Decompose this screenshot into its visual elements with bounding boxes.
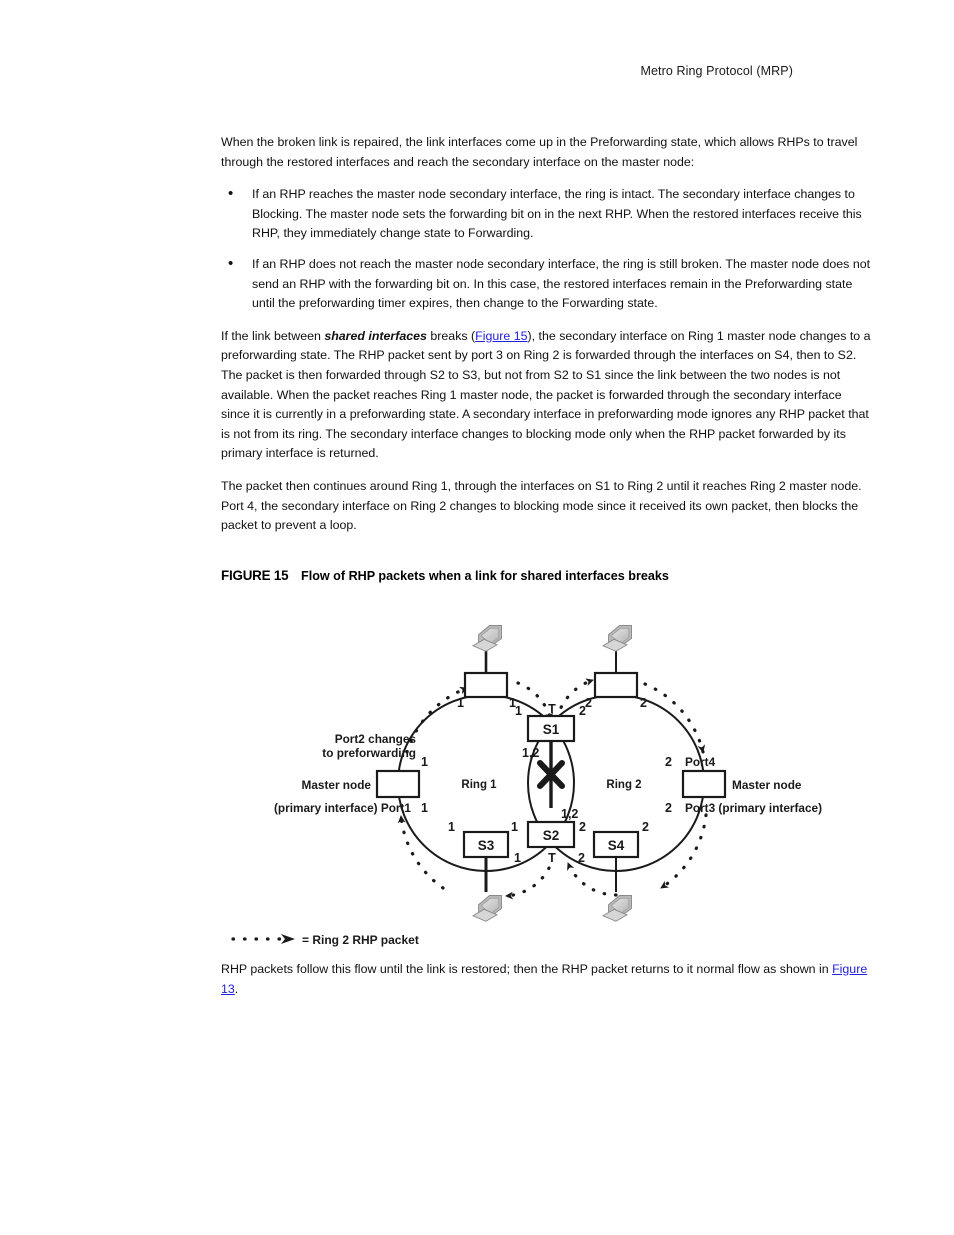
running-header-title: Metro Ring Protocol (MRP) (640, 64, 793, 78)
ring1-label: Ring 1 (461, 779, 497, 791)
annotation-primary-interface-port1: (primary interface) Port1 (273, 801, 411, 815)
crossover-flow-to-s1 (518, 683, 551, 720)
node-s2-label: S2 (542, 828, 560, 843)
port-label: 2 (579, 820, 586, 834)
workstation-icon (603, 896, 632, 922)
workstation-icon (473, 896, 502, 922)
port-label: 1 (421, 755, 428, 769)
closing-rest: . (234, 981, 239, 996)
bullet-dot-icon: • (228, 254, 234, 272)
port-label: 2 (640, 696, 647, 710)
node-s1-label: S1 (542, 722, 560, 737)
s1-tap-marker: T (548, 702, 556, 716)
figure-caption (221, 568, 901, 583)
port-label: 1,2 (561, 807, 579, 821)
shared-interfaces-paragraph (221, 327, 871, 464)
bullet-list (221, 185, 871, 314)
crossover-flow-s2-to-s3 (506, 868, 549, 896)
s2-tap-marker: T (548, 851, 556, 865)
port-label: 1 (515, 704, 522, 718)
ring2-master-node (683, 771, 725, 797)
ring2-flow-arc-lower (661, 815, 706, 888)
figure-number: FIGURE 15 (221, 568, 289, 583)
port-label: 1,2 (522, 746, 540, 760)
document-body (221, 133, 871, 549)
figure-15-xref-link[interactable]: Figure 15 (475, 328, 528, 343)
workstation-icon (603, 626, 632, 652)
annotation-master-node-left: Master node (301, 778, 371, 792)
closing-lead: RHP packets follow this flow until the link is restored; then the RHP packet returns to it normal flow as shown in (221, 962, 833, 976)
port-label: 1 (448, 820, 455, 834)
ring1-master-node (377, 771, 419, 797)
port-label: 1 (509, 696, 516, 710)
port-label: 1 (457, 696, 464, 710)
ring2-top-node (595, 673, 637, 697)
figure-13-xref-link[interactable]: Figure 13 (221, 962, 868, 996)
closing-paragraph (221, 960, 876, 999)
figure-title: Flow of RHP packets when a link for shared interfaces breaks (301, 569, 669, 583)
closing-block (221, 960, 876, 1012)
node-s4-label: S4 (607, 838, 625, 853)
paragraph-after-emphasis: breaks ( (426, 328, 476, 343)
port-label: 1 (511, 820, 518, 834)
shared-interfaces-emphasis: shared interfaces (324, 328, 427, 343)
paragraph-rest: ), the secondary interface on Ring 1 master node changes to a preforwarding state. The RHP packet sent by port 3 on Ring 2 is forwarded through the interfaces on S4, then to S2. The packet is then forwarded through S2 to S3, but not from S2 to S1 since the link between the two nodes is not available. When the packet reaches Ring 1 master node, the packet is forwarded through the secondary interface since it is currently in a preforwarding state. A secondary interface in preforwarding mode ignores any RHP packet that is not from its ring. The secondary interface changes to blocking mode only when the RHP packet forwarded by its primary interface is returned. (221, 328, 871, 461)
port-label: 2 (579, 704, 586, 718)
ring1-flow-arc-lower (401, 816, 443, 888)
port-label: 1 (514, 851, 521, 865)
legend-label: = Ring 2 RHP packet (302, 933, 419, 947)
paragraph-lead: If the link between (221, 328, 325, 343)
port-label: 2 (585, 696, 592, 710)
figure-legend (233, 933, 419, 947)
ring1-top-node (465, 673, 507, 697)
list-item (221, 185, 871, 244)
ring2-label: Ring 2 (606, 779, 642, 791)
annotation-to-preforwarding: to preforwarding (322, 746, 416, 760)
list-item-text: If an RHP does not reach the master node secondary interface, the ring is still broken. The master node does not send an RHP with the forwarding bit on. In this case, the restored interfaces remain in the Preforwarding state until the preforwarding timer expires, then change to the Forwarding state. (252, 256, 871, 311)
port-label: 2 (665, 801, 672, 815)
continues-paragraph: The packet then continues around Ring 1, through the interfaces on S1 to Ring 2 until it reaches Ring 2 master node. Port 4, the secondary interface on Ring 2 changes to blocking mode since it received its own packet, then blocks the packet to prevent a loop. (221, 478, 862, 533)
node-s3-label: S3 (477, 838, 495, 853)
annotation-master-node-right: Master node (732, 778, 802, 792)
port-label: 2 (578, 851, 585, 865)
port-label: 2 (665, 755, 672, 769)
figure-15-diagram (221, 600, 921, 970)
port-label: 1 (421, 801, 428, 815)
intro-paragraph: When the broken link is repaired, the link interfaces come up in the Preforwarding state, which allows RHPs to travel through the restored interfaces and reach the secondary interface on the master node: (221, 135, 858, 169)
annotation-port3-primary: Port3 (primary interface) (685, 801, 823, 815)
legend-arrow-icon (281, 934, 295, 944)
list-item (221, 255, 871, 314)
workstation-icon (473, 626, 502, 652)
bullet-dot-icon: • (228, 185, 234, 203)
port-label: 2 (642, 820, 649, 834)
annotation-port4: Port4 (685, 755, 716, 769)
annotation-port2-changes: Port2 changes (334, 732, 416, 746)
list-item-text: If an RHP reaches the master node secondary interface, the ring is intact. The secondary interface changes to Blocking. The master node sets the forwarding bit on in the next RHP. When the restored interfaces receive this RHP, they immediately change state to Forwarding. (252, 187, 862, 241)
